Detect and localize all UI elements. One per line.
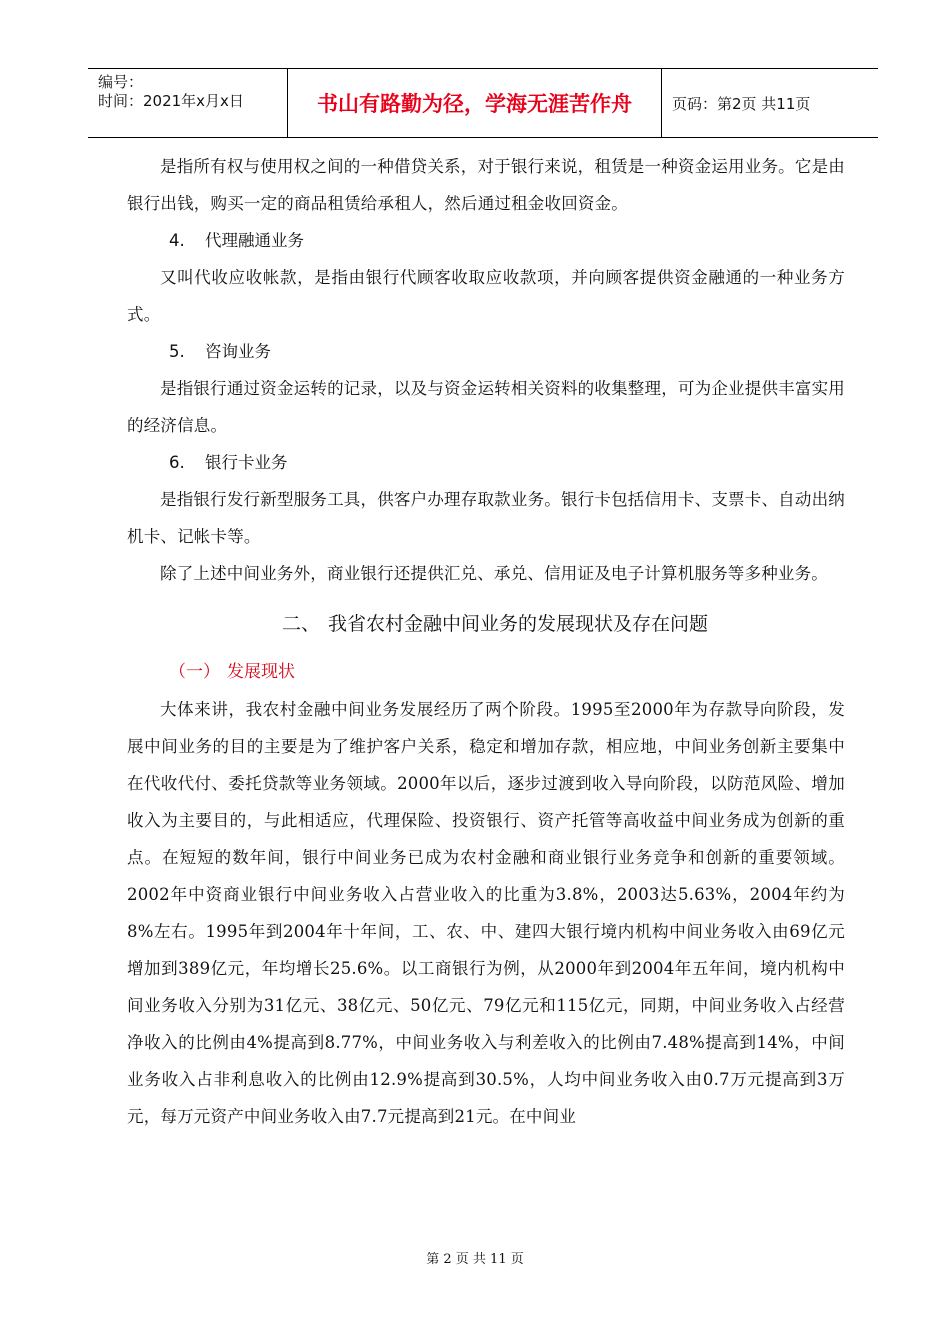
subsection-number: （一） <box>169 662 220 682</box>
section-number: 二、 <box>281 613 320 635</box>
item-title: 银行卡业务 <box>205 453 288 472</box>
header-meta <box>88 69 288 137</box>
item-number: 4. <box>169 231 185 250</box>
item-title: 咨询业务 <box>205 342 271 361</box>
list-item-heading <box>127 222 845 259</box>
list-item-heading <box>127 444 845 481</box>
list-item-heading <box>127 333 845 370</box>
document-body <box>127 148 845 1135</box>
item-title: 代理融通业务 <box>205 231 304 250</box>
page-footer: 第 2 页 共 11 页 <box>426 1252 524 1267</box>
paragraph: 是指银行通过资金运转的记录，以及与资金运转相关资料的收集整理，可为企业提供丰富实用的经济信息。 <box>127 379 845 435</box>
header-page-info: 页码：第2页 共11页 <box>672 94 811 113</box>
paragraph: 大体来讲，我农村金融中间业务发展经历了两个阶段。1995至2000年为存款导向阶段，发展中间业务的目的主要是为了维护客户关系，稳定和增加存款，相应地，中间业务创新主要集中在代收代付、委托贷款等业务领域。2000年以后，逐步过渡到收入导向阶段，以防范风险、增加收入为主要目的，与此相适应，代理保险、投资银行、资产托管等高收益中间业务成为创新的重点。在短短的数年间，银行中间业务已成为农村金融和商业银行业务竞争和创新的重要领域。2002年中资商业银行中间业务收入占营业收入的比重为3.8%，2003达5.63%，2004年约为8%左右。1995年到2004年十年间，工、农、中、建四大银行境内机构中间业务收入由69亿元增加到389亿元，年均增长25.6%。以工商银行为例，从2000年到2004年五年间，境内机构中间业务收入分别为31亿元、38亿元、50亿元、79亿元和115亿元，同期，中间业务收入占经营净收入的比例由4%提高到8.77%，中间业务收入与利差收入的比例由7.48%提高到14%，中间业务收入占非利息收入的比例由12.9%提高到30.5%，人均中间业务收入由0.7万元提高到3万元，每万元资产中间业务收入由7.7元提高到21元。在中间业 <box>127 700 845 1126</box>
page-header <box>88 68 878 138</box>
subsection-title: 发展现状 <box>227 662 295 682</box>
subsection-heading <box>127 654 845 691</box>
header-motto: 书山有路勤为径，学海无涯苦作舟 <box>288 69 662 137</box>
paragraph: 是指所有权与使用权之间的一种借贷关系，对于银行来说，租赁是一种资金运用业务。它是由银行出钱，购买一定的商品租赁给承租人，然后通过租金收回资金。 <box>127 157 845 213</box>
item-number: 6. <box>169 453 185 472</box>
number-label: 编号： <box>98 73 144 91</box>
section-title: 我省农村金融中间业务的发展现状及存在问题 <box>327 613 708 635</box>
item-number: 5. <box>169 342 185 361</box>
paragraph: 又叫代收应收帐款，是指由银行代顾客收取应收款项，并向顾客提供资金融通的一种业务方式。 <box>127 268 845 324</box>
paragraph: 除了上述中间业务外，商业银行还提供汇兑、承兑、信用证及电子计算机服务等多种业务。 <box>160 564 828 583</box>
time-label: 时间：2021年x月x日 <box>98 92 244 110</box>
paragraph: 是指银行发行新型服务工具，供客户办理存取款业务。银行卡包括信用卡、支票卡、自动出纳机卡、记帐卡等。 <box>127 490 845 546</box>
section-heading <box>127 604 845 644</box>
